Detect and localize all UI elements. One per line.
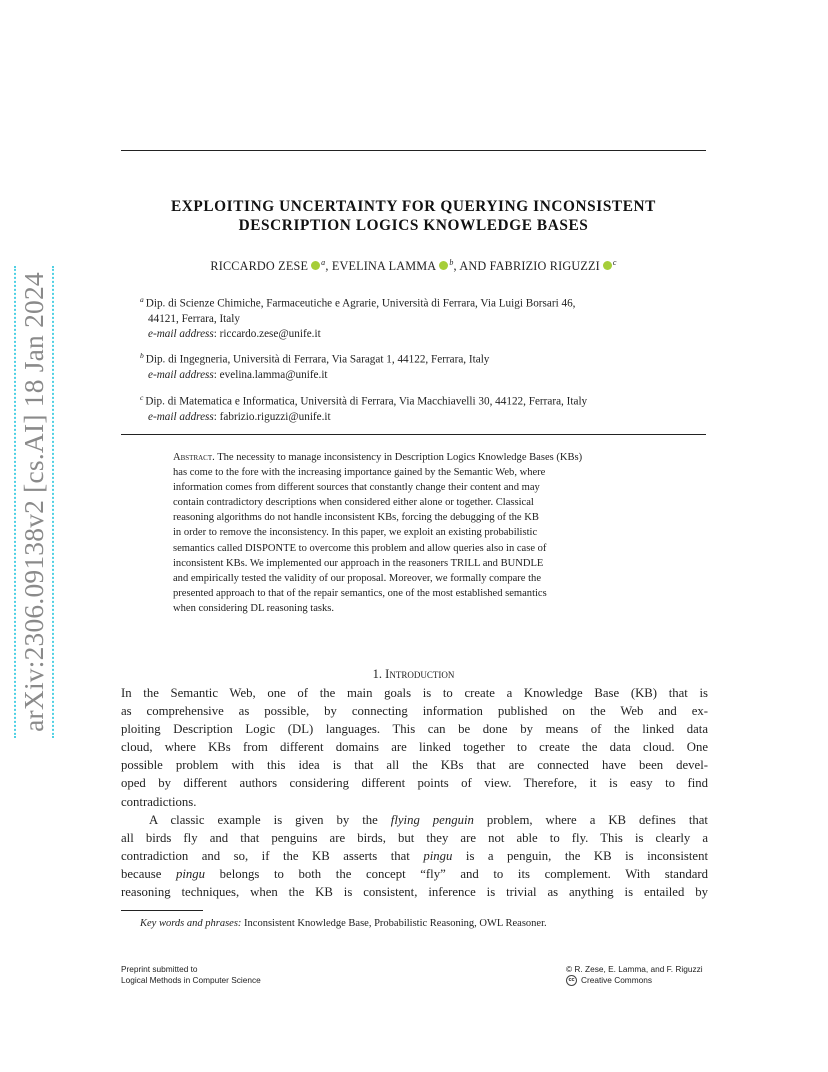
affiliation-c [140,390,700,425]
body-line [121,811,708,829]
abstract-line: information comes from different sources that constantly change their content and may [173,482,540,494]
title-line: DESCRIPTION LOGICS KNOWLEDGE BASES [238,217,589,234]
affiliation-marker: b [140,351,144,360]
email-label: e-mail address [148,410,214,423]
abstract-line: presented approach to that of the repair semantics, one of the most established semantics [173,587,547,599]
paper-title [121,197,706,235]
footer-line: Logical Methods in Computer Science [121,974,261,985]
body-text-span: is a penguin, the KB is inconsistent [452,848,709,863]
top-rule [121,150,706,151]
email-address[interactable]: : evelina.lamma@unife.it [213,368,328,381]
footer-line: Preprint submitted to [121,964,198,974]
body-emphasis: flying penguin [390,812,474,827]
abstract-line: The necessity to manage inconsistency in Description Logics Knowledge Bases (KBs) [214,452,583,463]
abstract-line: and empirically tested the validity of our proposal. Moreover, we formally compare the [173,572,542,584]
email-label: e-mail address [148,368,214,381]
affiliation-b [140,348,700,383]
keywords-label: Key words and phrases: [140,918,242,929]
affiliation-text: Dip. di Ingegneria, Università di Ferrara, Via Saragat 1, 44122, Ferrara, Italy [145,353,490,366]
abstract-line: inconsistent KBs. We implemented our approach in the reasoners TRILL and BUNDLE [173,557,544,569]
copyright-footer [566,964,703,986]
copyright-line: © R. Zese, E. Lamma, and F. Riguzzi [566,964,703,974]
orcid-icon[interactable] [439,261,448,270]
body-emphasis: pingu [423,848,453,863]
author-separator: , AND [453,259,490,274]
body-line: oped by different authors considering different points of view. Therefore, it is easy to find [121,776,708,791]
body-line: contradictions. [121,794,197,809]
body-text-span: contradiction and so, if the KB asserts that [121,848,424,863]
body-line [121,847,708,865]
affiliation-marker: a [321,258,326,267]
section-number: 1. [372,667,383,681]
body-line: In the Semantic Web, one of the main goals is to create a Knowledge Base (KB) that is [121,686,708,700]
abstract-line: in order to remove the inconsistency. In this paper, we exploit an existing probabilistic [173,527,538,539]
affiliation-marker: a [140,295,144,304]
keywords-footnote [140,918,547,929]
arxiv-identifier[interactable]: arXiv:2306.09138v2 [cs.AI] 18 Jan 2024 [14,266,54,738]
abstract-rule [121,434,706,435]
affiliation-marker: c [612,258,617,267]
body-text-span: A classic example is given by the [149,812,391,827]
orcid-icon[interactable] [311,261,320,270]
email-label: e-mail address [148,328,214,341]
author-name: EVELINA LAMMA [331,259,437,274]
email-address[interactable]: : riccardo.zese@unife.it [213,328,321,341]
section-heading [121,667,706,682]
abstract-line: has come to the fore with the increasing importance gained by the Semantic Web, where [173,467,546,479]
author-separator: , [325,259,332,274]
body-text-span: problem, where a KB defines that [473,812,708,827]
author-name: FABRIZIO RIGUZZI [489,259,600,274]
body-line [121,865,708,883]
abstract [173,450,659,616]
abstract-line: semantics called DISPONTE to overcome this problem and allow queries also in case of [173,542,547,554]
section-title: Introduction [385,667,455,681]
arxiv-side-stamp[interactable] [12,266,56,738]
affiliation-text: Dip. di Scienze Chimiche, Farmaceutiche e Agrarie, Università di Ferrara, Via Luigi Borsari 46, [145,297,576,310]
orcid-icon[interactable] [603,261,612,270]
affiliation-text: 44121, Ferrara, Italy [148,312,240,325]
affiliation-marker: b [449,258,454,267]
keywords-text: Inconsistent Knowledge Base, Probabilistic Reasoning, OWL Reasoner. [241,918,547,929]
body-line: reasoning techniques, when the KB is consistent, inference is trivial as anything is entailed by [121,885,708,900]
body-line: cloud, where KBs from different domains are linked together to create the data cloud. One [121,740,708,755]
abstract-line: when considering DL reasoning tasks. [173,602,334,614]
body-text-span: belongs to both the concept “fly” and to its complement. With standard [205,866,708,881]
email-address[interactable]: : fabrizio.riguzzi@unife.it [213,410,331,423]
title-line: EXPLOITING UNCERTAINTY FOR QUERYING INCONSISTENT [170,198,656,215]
abstract-line: contain contradictory descriptions when considered either alone or together. Classical [173,497,534,509]
affiliation-marker: c [140,393,144,402]
body-line: possible problem with this idea is that all the KBs that are connected have been devel- [121,758,708,773]
footnote-rule [121,910,203,911]
body-text [121,684,708,901]
abstract-line: reasoning algorithms do not handle inconsistent KBs, forcing the debugging of the KB [173,512,539,524]
body-line: ploiting Description Logic (DL) languages. This can be done by means of the linked data [121,722,708,737]
creative-commons-icon[interactable]: cc [566,975,577,986]
affiliation-text: Dip. di Matematica e Informatica, Università di Ferrara, Via Macchiavelli 30, 44122, Ferrara, Italy [145,395,588,408]
author-list [121,258,706,274]
author-name: RICCARDO ZESE [210,259,309,274]
body-line: as comprehensive as possible, by connecting information published on the Web and ex- [121,704,708,719]
license-label[interactable]: Creative Commons [581,974,653,985]
body-line: all birds fly and that penguins are birds, but they are not able to fly. This is clearly a [121,830,708,845]
body-emphasis: pingu [175,866,206,881]
body-text-span: because [121,866,176,881]
journal-footer [121,964,261,985]
affiliation-a [140,292,700,342]
abstract-label: Abstract. [173,452,215,463]
